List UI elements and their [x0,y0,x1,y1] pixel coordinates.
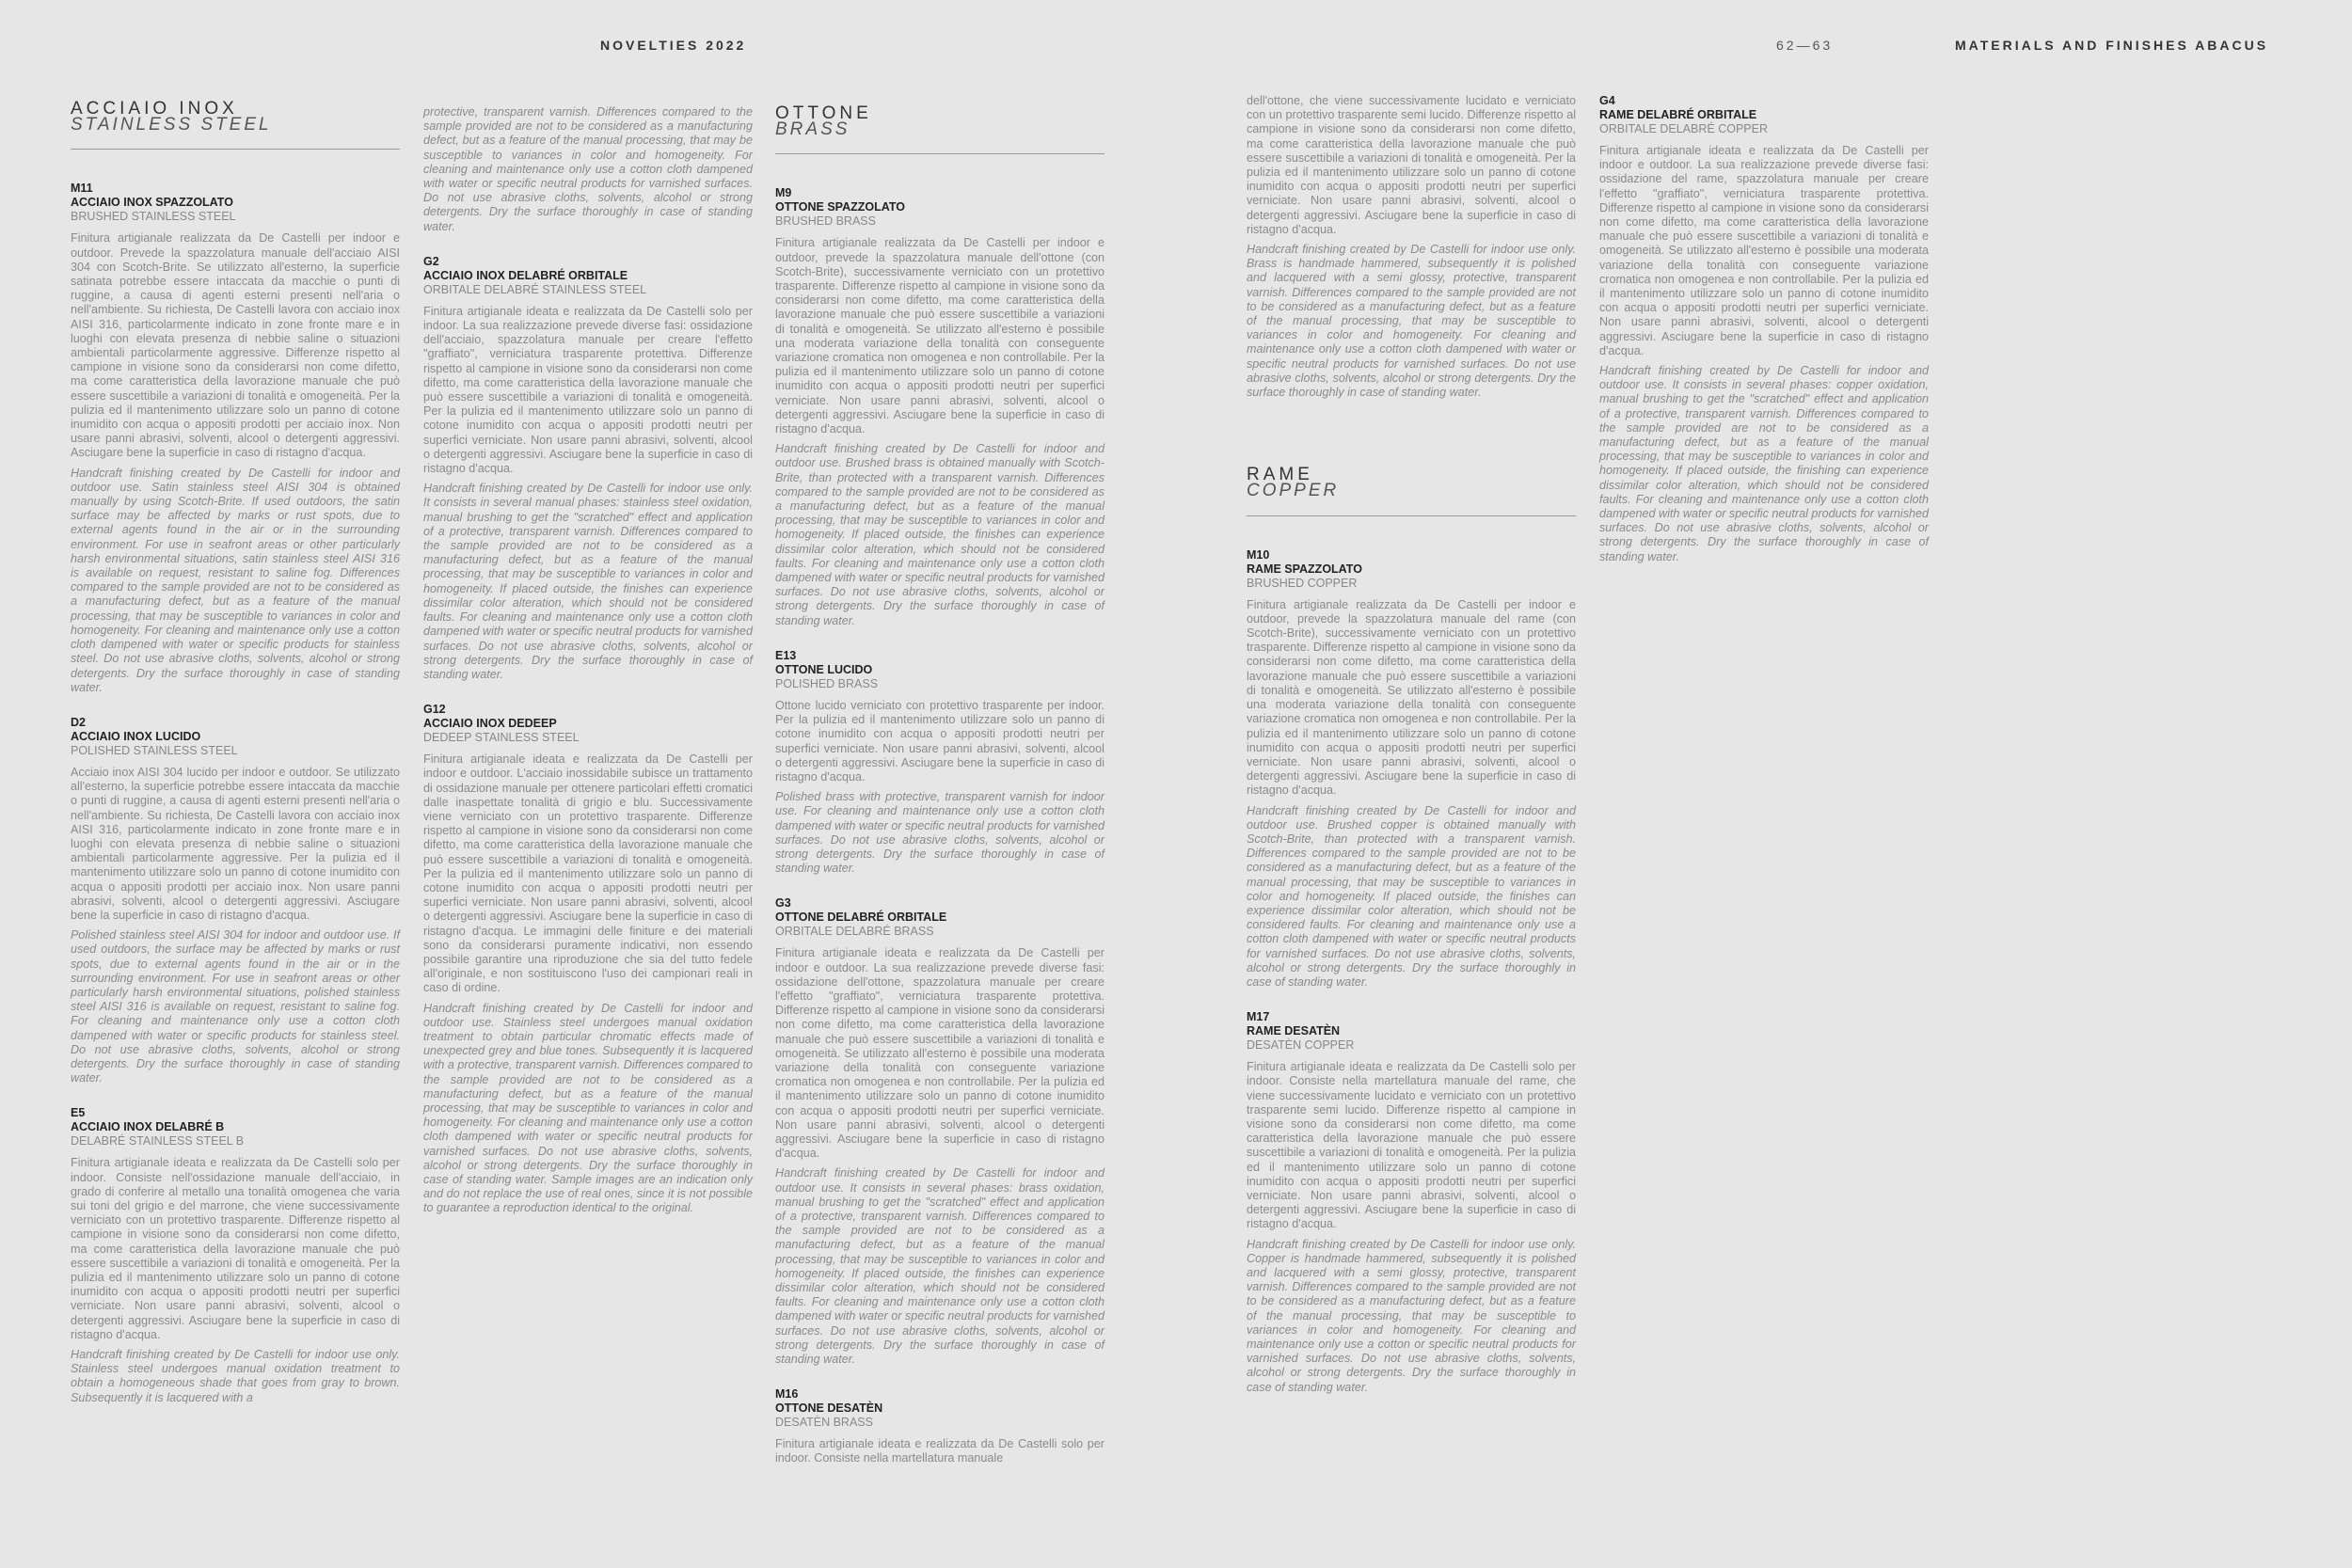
finish-text-it: Finitura artigianale ideata e realizzata da De Castelli solo per indoor. Consiste nell'ossidazione manuale dell'acciaio, in grado di conferire al metallo una tonalità omogenea che varia sui toni del grigio e del marrone, che viene successivamente verniciato con un protettivo trasparente. Differenze rispetto al campione in visione sono da considerarsi non come difetto, ma come caratteristica della lavorazione manuale che può essere suscettibile a variazioni di tonalità e omogeneità. Per la pulizia ed il mantenimento utilizzare solo un panno di cotone inumidito con acqua o appositi prodotti neutri per superfici verniciate. Non usare panni abrasivi, solventi, alcool o detergenti aggressivi. Asciugare bene la superficie in caso di ristagno d'acqua. [71,1156,400,1341]
finish-code: M11 [71,182,93,196]
finish-item-d2 [71,716,400,1085]
finish-item-g2 [423,255,753,682]
section-subtitle: BRASS [775,119,850,140]
finish-subtitle: POLISHED BRASS [775,676,879,690]
finish-text-it: Finitura artigianale ideata e realizzata da De Castelli per indoor e outdoor. La sua realizzazione prevede diverse fasi: ossidazione dell'ottone, spazzolatura manuale per creare l'effetto "graffiato", verniciatura trasparente protettiva. Differenze rispetto al campione in visione sono da considerarsi non come difetto, ma come caratteristica della lavorazione manuale che può essere suscettibile a variazioni di tonalità e omogeneità. Se utilizzato all'esterno è possibile una moderata variazione della tonalità con conseguente variazione cromatica non omogenea e non controllabile. Per la pulizia ed il mantenimento utilizzare solo un panno di cotone inumidito con acqua o appositi prodotti neutri per superfici verniciate. Non usare panni abrasivi, solventi, alcool o detergenti aggressivi. Asciugare bene la superficie in caso di ristagno d'acqua. [775,946,1104,1161]
finish-text-en: Handcraft finishing created by De Castelli for indoor use only. Brass is handmade hammered, subsequently it is polished and lacquered with a semi glossy, protective, transparent varnish. Differences compared to the sample provided are not to be considered as a manufacturing defect, but as a feature of the manual processing, that may be susceptible to variances in color and homogeneity. For cleaning and maintenance only use a cotton cloth dampened with water or specific neutral products for varnished surfaces. Do not use abrasive cloths, solvents, alcohol or strong detergents. Dry the surface thoroughly in case of standing water. [1247,243,1576,400]
finish-item-m16 [775,1387,1104,1465]
header-left: NOVELTIES 2022 [600,38,747,53]
finish-text-it: Finitura artigianale ideata e realizzata da De Castelli per indoor e outdoor. L'acciaio inossidabile subisce un trattamento di ossidazione manuale per ottenere particolari effetti cromatici dalle inaspettate tonalità di grigio e blu. Successivamente viene verniciato con un protettivo trasparente. Differenze rispetto al campione in visione sono da considerarsi non come difetto, ma come caratteristica della lavorazione manuale che può essere suscettibile a variazioni di tonalità e omogeneità. Per la pulizia ed il mantenimento utilizzare solo un panno di cotone inumidito con acqua o appositi prodotti neutri per superfici verniciate. Non usare panni abrasivi, solventi, alcool o detergenti aggressivi. Asciugare bene la superficie in caso di ristagno d'acqua. Le immagini delle finiture e dei materiali sono da considerarsi puramente indicativi, non essendo possibile garantire una riproduzione che sia del tutto fedele all'originale, e non sostituiscono l'uso dei campionari reali in caso di ordine. [423,752,753,995]
finish-subtitle: DEDEEP STAINLESS STEEL [423,731,580,745]
finish-title: OTTONE LUCIDO [775,662,873,676]
column-1 [71,99,400,1426]
finish-text-it: Finitura artigianale realizzata da De Castelli per indoor e outdoor, prevede la spazzolatura manuale dell'ottone (con Scotch-Brite), successivamente verniciato con un protettivo trasparente. Differenze rispetto al campione in visione sono da considerarsi non come difetto, ma come caratteristica della lavorazione manuale che può essere suscettibile a variazioni di tonalità e omogeneità. Se utilizzato all'esterno è possibile una moderata variazione della tonalità con conseguente variazione cromatica non omogenea e non controllabile. Per la pulizia ed il mantenimento utilizzare solo un panno di cotone inumidito con acqua o appositi prodotti neutri per superfici verniciate. Non usare panni abrasivi, solventi, alcool o detergenti aggressivi. Asciugare bene la superficie in caso di ristagno d'acqua. [775,236,1104,436]
finish-text-en: Handcraft finishing created by De Castelli for indoor use only. Stainless steel undergoes manual oxidation treatment to obtain a homogeneous shade that goes from gray to brown. Subsequently it is lacquered with a [71,1348,400,1404]
finish-item-m11 [71,182,400,695]
finish-text-en: Handcraft finishing created by De Castelli for indoor and outdoor use. Brushed copper is obtained manually with Scotch-Brite, than protected with a transparent varnish. Differences compared to the sample provided are not to be considered as a manufacturing defect, but as a feature of the manual processing, that may be susceptible to variances in color and homogeneity. If placed outside, the finishes can experience dissimilar color alteration, which should not be considered faults. For cleaning and maintenance only use a cotton cloth dampened with water or specific neutral products for varnished surfaces. Do not use abrasive cloths, solvents, alcohol or strong detergents. Dry the surface thoroughly in case of standing water. [1247,803,1576,989]
finish-text-it: dell'ottone, che viene successivamente lucidato e verniciato con un protettivo trasparente semi lucido. Differenze rispetto al campione in visione sono da considerarsi non come difetto, ma come caratteristica della lavorazione manuale che può essere suscettibile a variazioni di tonalità e omogeneità. Per la pulizia ed il mantenimento utilizzare solo un panno di cotone inumidito con acqua o appositi prodotti neutri per superfici verniciate. Non usare panni abrasivi, solventi, alcool o detergenti aggressivi. Asciugare bene la superficie in caso di ristagno d'acqua. [1247,94,1576,236]
finish-item-e5-continued [423,105,753,234]
finish-subtitle: BRUSHED STAINLESS STEEL [71,210,236,224]
finish-title: ACCIAIO INOX DELABRÉ B [71,1120,225,1134]
finish-title: RAME DELABRÉ ORBITALE [1599,108,1757,121]
page-numbers: 62—63 [1776,38,1834,53]
finish-text-en: Polished brass with protective, transparent varnish for indoor use. For cleaning and maintenance only use a cotton cloth dampened with water or specific neutral products for varnished surfaces. Do not use abrasive cloths, solvents, alcohol or strong detergents. Dry the surface thoroughly in case of standing water. [775,790,1105,876]
finish-title: ACCIAIO INOX SPAZZOLATO [71,196,233,210]
finish-text-it: Finitura artigianale ideata e realizzata da De Castelli solo per indoor. Consiste nella martellatura manuale [775,1437,1104,1465]
finish-item-e13 [775,649,1104,876]
finish-text-en: protective, transparent varnish. Differences compared to the sample provided are not to be considered as a manufacturing defect, but as a feature of the manual processing, that may be susceptible to variances in color and homogeneity. For cleaning and maintenance only use a cotton cloth dampened with water or specific neutral products for varnished surfaces. Do not use abrasive cloths, solvents, alcohol or strong detergents. Dry the surface thoroughly in case of standing water. [423,105,753,233]
finish-title: RAME SPAZZOLATO [1247,562,1362,576]
finish-text-en: Handcraft finishing created by De Castelli for indoor and outdoor use. Brushed brass is obtained manually with Scotch-Brite, than protected with a transparent varnish. Differences compared to the sample provided are not to be considered as a manufacturing defect, but as a feature of the manual processing, that may be susceptible to variances in color and homogeneity. If placed outside, the finishes can experience dissimilar color alteration, which should not be considered faults. For cleaning and maintenance only use a cotton cloth dampened with water or specific neutral products for varnished surfaces. Do not use abrasive cloths, solvents, alcohol or strong detergents. Dry the surface thoroughly in case of standing water. [775,442,1105,627]
finish-text-it: Acciaio inox AISI 304 lucido per indoor e outdoor. Se utilizzato all'esterno, la superficie potrebbe essere intaccata da macchie o punti di ruggine, a causa di agenti esterni presenti nell'aria o nell'ambiente. Su richiesta, De Castelli lavora con acciaio inox AISI 316, particolarmente indicato in zone fronte mare e in luoghi con elevata presenza di nebbie saline o situazioni ambientali particolarmente aggressive. Per la pulizia ed il mantenimento utilizzare solo un panno di cotone inumidito con acqua o appositi prodotti per acciaio inox. Non usare panni abrasivi, solventi, alcool o detergenti aggressivi. Asciugare bene la superficie in caso di ristagno d'acqua. [71,765,400,922]
finish-text-en: Handcraft finishing created by De Castelli for indoor and outdoor use. It consists in several phases: copper oxidation, manual brushing to get the "scratched" effect and application of a protective, transparent varnish. Differences compared to the sample provided are not to be considered as a manufacturing defect, but as a feature of the manual processing, that may be susceptible to variances in color and homogeneity. If placed outside, the finishing can experience dissimilar color alteration, which should not be considered faults. For cleaning and maintenance only use a cotton cloth dampened with water or specific neutral products for varnished surfaces. Do not use abrasive cloths, solvents, alcohol or strong detergents. Dry the surface thoroughly in case of standing water. [1599,364,1930,563]
finish-code: G2 [423,254,439,268]
divider [775,153,1104,154]
finish-text-it: Finitura artigianale realizzata da De Castelli per indoor e outdoor. Prevede la spazzolatura manuale dell'acciaio AISI 304 con Scotch-Brite. Se utilizzato all'esterno, la superficie satinata potrebbe essere intaccata da macchie o punti di ruggine, a causa di agenti esterni presenti nell'aria o nell'ambiente. Su richiesta, De Castelli lavora con acciaio inox AISI 316, particolarmente indicato in zone fronte mare e in luoghi con elevata presenza di nebbie saline o situazioni ambientali particolarmente aggressive. Differenze rispetto al campione in visione sono da considerarsi non come difetto, ma come caratteristica della lavorazione manuale che può essere suscettibile a variazioni di tonalità e omogeneità. Per la pulizia ed il mantenimento utilizzare solo un panno di cotone inumidito con acqua o appositi prodotti per acciaio inox. Non usare panni abrasivi, solventi, alcool o detergenti aggressivi. Asciugare bene la superficie in caso di ristagno d'acqua. [71,231,400,460]
finish-code: G4 [1599,94,1615,107]
finish-subtitle: DESATÈN COPPER [1247,1038,1355,1053]
finish-item-m16-continued [1247,94,1576,400]
divider [1247,515,1576,516]
finish-item-m10 [1247,548,1576,990]
finish-title: OTTONE DELABRÉ ORBITALE [775,911,947,925]
finish-text-en: Handcraft finishing created by De Castelli for indoor and outdoor use. It consists in several phases: brass oxidation, manual brushing to get the "scratched" effect and application of a protective, transparent varnish. Differences compared to the sample provided are not to be considered as a manufacturing defect, but as a feature of the manual processing, that may be susceptible to variances in color and homogeneity. If placed outside, the finishes can experience dissimilar color alteration, which should not be considered faults. For cleaning and maintenance only use a cotton cloth dampened with water or specific neutral products for varnished surfaces. Do not use abrasive cloths, solvents, alcohol or strong detergents. Dry the surface thoroughly in case of standing water. [775,1166,1105,1367]
section-title: OTTONE [775,103,872,123]
finish-title: OTTONE DESATÈN [775,1402,883,1416]
section-subtitle: STAINLESS STEEL [71,115,272,135]
finish-text-it: Finitura artigianale ideata e realizzata da De Castelli per indoor e outdoor. La sua realizzazione prevede diverse fasi: ossidazione del rame, spazzolatura manuale per creare l'effetto "graffiato", verniciatura trasparente protettiva. Differenze rispetto al campione in visione sono da considerarsi non come difetto, ma come caratteristica della lavorazione manuale che può essere suscettibile a variazioni di tonalità e omogeneità. Se utilizzato all'esterno è possibile una moderata variazione della tonalità con conseguente variazione cromatica non omogenea e non controllabile. Per la pulizia ed il mantenimento utilizzare solo un panno di cotone inumidito con acqua o appositi prodotti neutri per superfici verniciate. Non usare panni abrasivi, solventi, alcool o detergenti aggressivi. Asciugare bene la superficie in caso di ristagno d'acqua. [1599,144,1929,357]
finish-item-g4 [1599,94,1929,564]
finish-code: M16 [775,1387,799,1402]
divider [71,149,400,150]
finish-subtitle: ORBITALE DELABRÉ COPPER [1599,122,1768,135]
finish-title: ACCIAIO INOX LUCIDO [71,729,201,743]
finish-text-en: Handcraft finishing created by De Castelli for indoor use only. Copper is handmade hammered, subsequently it is polished and lacquered with a semi glossy, protective, transparent varnish. Differences compared to the sample provided are not to be considered as a manufacturing defect, but as a feature of the manual processing, that may be susceptible to variances in color and homogeneity. For cleaning and maintenance only use a cotton or specific neutral products for varnished surfaces. Do not use abrasive cloths, solvents, alcohol or strong detergents. Dry the surface thoroughly in case of standing water. [1247,1237,1576,1394]
finish-title: RAME DESATÈN [1247,1024,1341,1038]
finish-code: M10 [1247,547,1270,562]
finish-text-en: Handcraft finishing created by De Castelli for indoor use only. It consists in several manual phases: stainless steel oxidation, manual brushing to get the "scratched" effect and application of a protective, transparent varnish. Differences compared to the sample provided are not to be considered as a manufacturing defect, but as a feature of the manual processing, that may be susceptible to variances in color and homogeneity. If placed outside, the finishes can experience dissimilar color alteration, which should not be considered faults. For cleaning and maintenance only use a cotton cloth dampened with water or specific neutral products for varnished surfaces. Do not use abrasive cloths, solvents, alcohol or strong detergents. Dry the surface thoroughly in case of standing water. [423,482,754,681]
finish-title: OTTONE SPAZZOLATO [775,200,905,214]
finish-text-it: Finitura artigianale ideata e realizzata da De Castelli solo per indoor. La sua realizzazione prevede diverse fasi: ossidazione dell'acciaio, spazzolatura manuale per creare l'effetto "graffiato", verniciatura trasparente protettiva. Differenze rispetto al campione in visione sono da considerarsi non come difetto, ma come caratteristica della lavorazione manuale che può essere suscettibile a variazioni di tonalità e omogeneità. Per la pulizia ed il mantenimento utilizzare solo un panno di cotone inumidito con acqua o appositi prodotti neutri per superfici verniciate. Non usare panni abrasivi, solventi, alcool o detergenti aggressivi. Asciugare bene la superficie in caso di ristagno d'acqua. [423,304,753,476]
finish-item-g12 [423,703,753,1216]
finish-text-en: Handcraft finishing created by De Castelli for indoor and outdoor use. Satin stainless steel AISI 304 is obtained manually by using Scotch-Brite. If used outdoors, the satin surface may be affected by marks or rust spots, due to external agents found in the air or in the surrounding environment. For use in seafront areas or other particularly harsh environmental situations, satin stainless steel AISI 316 is available on request, resistant to saline fog. Differences compared to the sample provided are not to be considered as a manufacturing defect, but as a feature of the manual processing, that may be susceptible to variances in color and homogeneity. For cleaning and maintenance only use a cotton cloth dampened with water or specific products for stainless steel. Do not use abrasive cloths, solvents, alcohol or strong detergents. Dry the surface thoroughly in case of standing water. [71,466,400,694]
finish-subtitle: DESATÈN BRASS [775,1416,873,1430]
finish-code: M17 [1247,1010,1270,1024]
column-2 [423,105,753,1237]
header-right: MATERIALS AND FINISHES ABACUS [1955,38,2269,53]
section-title: RAME [1247,465,1313,485]
section-subtitle: COPPER [1247,481,1340,501]
finish-title: ACCIAIO INOX DELABRÉ ORBITALE [423,268,628,282]
finish-code: D2 [71,715,86,729]
finish-text-it: Finitura artigianale realizzata da De Castelli per indoor e outdoor, prevede la spazzolatura manuale del rame (con Scotch-Brite), successivamente verniciato con un protettivo trasparente. Differenze rispetto al campione in visione sono da considerarsi non come difetto, ma come caratteristica della lavorazione manuale che può essere suscettibile a variazioni di tonalità e omogeneità. Se utilizzato all'esterno è possibile una moderata variazione della tonalità con conseguente variazione cromatica non omogenea e non controllabile. Per la pulizia ed il mantenimento utilizzare solo un panno di cotone inumidito con acqua o appositi prodotti neutri per superfici verniciate. Non usare panni abrasivi, solventi, alcool o detergenti aggressivi. Asciugare bene la superficie in caso di ristagno d'acqua. [1247,597,1576,798]
finish-subtitle: ORBITALE DELABRÉ STAINLESS STEEL [423,282,647,296]
finish-subtitle: BRUSHED COPPER [1247,576,1358,590]
finish-subtitle: ORBITALE DELABRÉ BRASS [775,925,934,939]
finish-item-m17 [1247,1010,1576,1395]
finish-subtitle: POLISHED STAINLESS STEEL [71,743,238,757]
finish-subtitle: BRUSHED BRASS [775,214,876,229]
finish-subtitle: DELABRÉ STAINLESS STEEL B [71,1134,245,1148]
finish-item-m9 [775,186,1104,627]
finish-item-e5 [71,1106,400,1404]
finish-code: E13 [775,648,797,662]
column-4 [1247,94,1576,1416]
column-3 [775,103,1105,1487]
finish-text-it: Finitura artigianale ideata e realizzata da De Castelli solo per indoor. Consiste nella martellatura manuale del rame, che viene successivamente lucidato e verniciato con un protettivo trasparente semi lucido. Differenze rispetto al campione in visione sono da considerarsi non come difetto, ma come caratteristica della lavorazione manuale che può essere suscettibile a variazioni di tonalità e omogeneità. Per la pulizia ed il mantenimento utilizzare solo un panno di cotone inumidito con acqua o appositi prodotti neutri per superfici verniciate. Non usare panni abrasivi, solventi, alcool o detergenti aggressivi. Asciugare bene la superficie in caso di ristagno d'acqua. [1247,1060,1576,1231]
column-5 [1599,94,1929,585]
finish-item-g3 [775,896,1104,1367]
section-title: ACCIAIO INOX [71,99,238,119]
finish-code: G12 [423,703,446,717]
finish-title: ACCIAIO INOX DEDEEP [423,717,557,731]
finish-text-en: Handcraft finishing created by De Castelli for indoor and outdoor use. Stainless steel undergoes manual oxidation treatment to obtain particular chromatic effects made of unexpected grey and blue tones. Subsequently it is lacquered with a protective, transparent varnish. Differences compared to the sample provided are not to be considered as a manufacturing defect, but as a feature of the manual processing, that may be susceptible to variances in color and homogeneity. For cleaning and maintenance only use a cotton cloth dampened with water or specific neutral products for varnished surfaces. Do not use abrasive cloths, solvents, alcohol or strong detergents. Dry the surface thoroughly in case of standing water. Sample images are an indication only and do not replace the use of real ones, since it is not possible to guarantee a reproduction identical to the original. [423,1001,753,1215]
finish-text-it: Ottone lucido verniciato con protettivo trasparente per indoor. Per la pulizia ed il mantenimento utilizzare solo un panno di cotone inumidito con acqua o appositi prodotti neutri per superfici verniciate. Non usare panni abrasivi, solventi, alcool o detergenti aggressivi. Asciugare bene la superficie in caso di ristagno d'acqua. [775,698,1104,784]
finish-code: E5 [71,1106,86,1120]
finish-text-en: Polished stainless steel AISI 304 for indoor and outdoor use. If used outdoors, the surface may be affected by marks or rust spots, due to external agents found in the air or in the surrounding environment. For use in seafront areas or other particularly harsh environmental situations, polished stainless steel AISI 316 is available on request, resistant to saline fog. For cleaning and maintenance only use a cotton cloth dampened with water or specific products for stainless steel. Do not use abrasive cloths, solvents, alcohol or strong detergents. Dry the surface thoroughly in case of standing water. [71,928,400,1085]
finish-code: M9 [775,186,792,200]
finish-code: G3 [775,896,791,911]
